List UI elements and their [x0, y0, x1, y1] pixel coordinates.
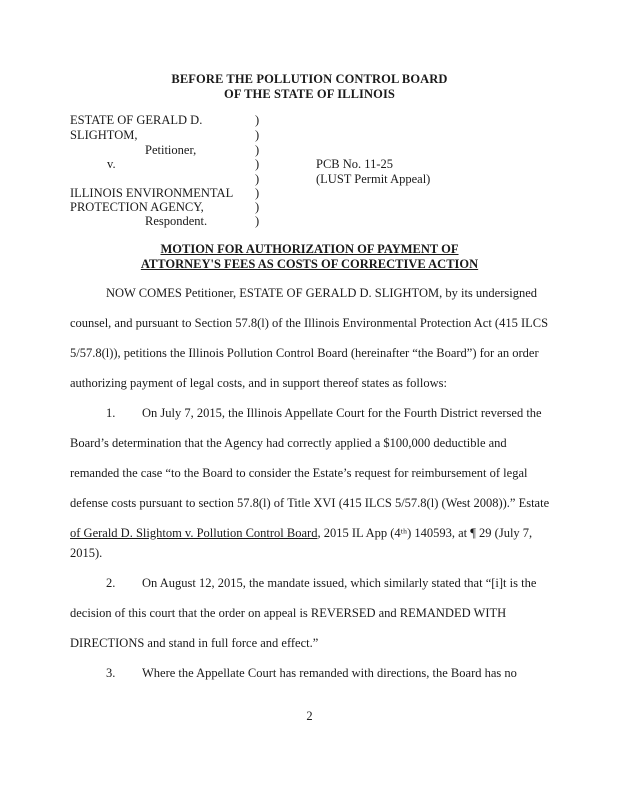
paragraph-line: DIRECTIONS and stand in full force and effect.” [70, 636, 319, 650]
petitioner-name-line-1: ESTATE OF GERALD D. [70, 113, 203, 127]
case-type: (LUST Permit Appeal) [316, 172, 431, 186]
respondent-role: Respondent. [145, 214, 208, 228]
paragraph-number: 2. [106, 576, 116, 590]
paragraph-line: remanded the case “to the Board to consider the Estate’s request for reimbursement of legal [70, 466, 528, 480]
paragraph-line [70, 526, 532, 541]
paragraph-line: Board’s determination that the Agency had correctly applied a $100,000 deductible and [70, 436, 507, 450]
versus-label: v. [107, 157, 116, 171]
caption-paren: ) [255, 128, 260, 142]
intro-line: authorizing payment of legal costs, and in support thereof states as follows: [70, 376, 447, 390]
intro-line: counsel, and pursuant to Section 57.8(l) of the Illinois Environmental Protection Act (415 ILCS [70, 316, 549, 330]
paragraph-line: defense costs pursuant to section 57.8(l) of Title XVI (415 ILCS 5/57.8(l) (West 2008)).” Estate [70, 496, 550, 510]
caption-paren: ) [255, 143, 260, 157]
paragraph-number: 1. [106, 406, 116, 420]
motion-title-line-2: ATTORNEY'S FEES AS COSTS OF CORRECTIVE ACTION [140, 257, 479, 271]
caption-paren: ) [255, 172, 260, 186]
paragraph-line: On August 12, 2015, the mandate issued, which similarly stated that “[i]t is the [142, 576, 537, 590]
board-heading-line-1: BEFORE THE POLLUTION CONTROL BOARD [171, 72, 448, 86]
paragraph-line: decision of this court that the order on appeal is REVERSED and REMANDED WITH [70, 606, 507, 620]
petitioner-role: Petitioner, [145, 143, 197, 157]
petitioner-name-line-2: SLIGHTOM, [70, 128, 138, 142]
case-citation-name: of Gerald D. Slightom v. Pollution Control Board [70, 526, 318, 540]
paragraph-line: On July 7, 2015, the Illinois Appellate Court for the Fourth District reversed the [142, 406, 542, 420]
caption-paren: ) [255, 214, 260, 228]
paragraph-line: 2015). [70, 546, 103, 560]
paragraph-line: Where the Appellate Court has remanded with directions, the Board has no [142, 666, 517, 680]
caption-paren: ) [255, 157, 260, 171]
respondent-name-line-1: ILLINOIS ENVIRONMENTAL [70, 186, 234, 200]
intro-line: 5/57.8(l)), petitions the Illinois Pollution Control Board (hereinafter “the Board”) for an order [70, 346, 539, 360]
page-number: 2 [306, 709, 313, 723]
case-number: PCB No. 11-25 [316, 157, 393, 171]
paragraph-number: 3. [106, 666, 116, 680]
case-citation-reporter: , 2015 IL App (4ᵗʰ) 140593, at ¶ 29 (July 7, [317, 526, 533, 540]
caption-paren: ) [255, 200, 260, 214]
motion-title-line-1: MOTION FOR AUTHORIZATION OF PAYMENT OF [160, 242, 459, 256]
caption-paren: ) [255, 186, 260, 200]
board-heading-line-2: OF THE STATE OF ILLINOIS [224, 87, 395, 101]
caption-paren: ) [255, 113, 260, 127]
respondent-name-line-2: PROTECTION AGENCY, [70, 200, 204, 214]
intro-line: NOW COMES Petitioner, ESTATE OF GERALD D. SLIGHTOM, by its undersigned [106, 286, 538, 300]
